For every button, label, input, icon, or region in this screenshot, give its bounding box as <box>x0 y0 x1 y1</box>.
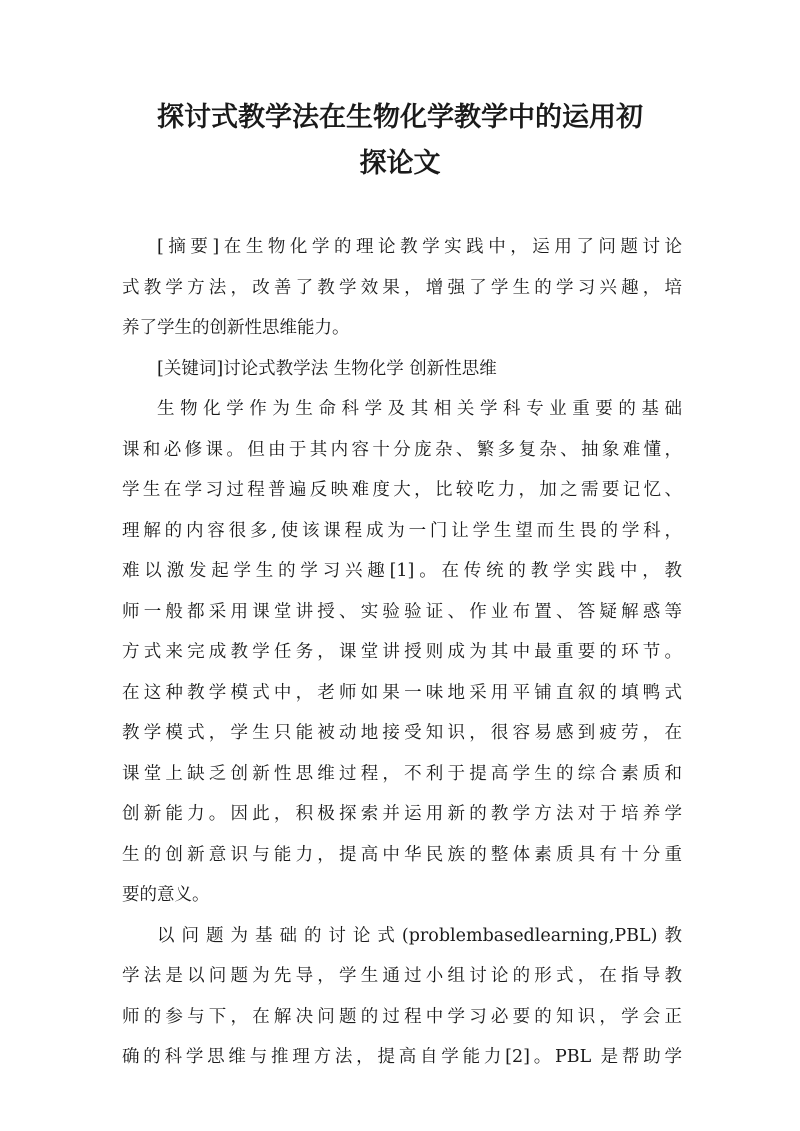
paragraph-1-line: 师一般都采用课堂讲授、实验验证、作业布置、答疑解惑等 <box>122 601 682 622</box>
keywords-line: [关键词]讨论式教学法 生物化学 创新性思维 <box>157 358 497 379</box>
paragraph-1-line: 要的意义。 <box>122 885 210 905</box>
paragraph-1-line: 教学模式，学生只能被动地接受知识，很容易感到疲劳，在 <box>122 723 682 743</box>
paragraph-1-line: 课堂上缺乏创新性思维过程，不利于提高学生的综合素质和 <box>122 763 682 784</box>
paragraph-1-line: 理解的内容很多,使该课程成为一门让学生望而生畏的学科， <box>122 520 682 541</box>
paragraph-2-line: 学法是以问题为先导，学生通过小组讨论的形式，在指导教 <box>122 966 682 986</box>
paragraph-1-line: 在这种教学模式中，老师如果一味地采用平铺直叙的填鸭式 <box>122 682 682 703</box>
paragraph-1-line: 创新能力。因此，积极探索并运用新的教学方法对于培养学 <box>122 804 682 824</box>
paragraph-1-line: 课和必修课。但由于其内容十分庞杂、繁多复杂、抽象难懂， <box>122 439 682 460</box>
document-body <box>122 227 682 1078</box>
paragraph-2-line: 以问题为基础的讨论式(problembasedlearning,PBL)教 <box>157 925 682 946</box>
document-title-line-1: 探讨式教学法在生物化学教学中的运用初 <box>157 102 643 133</box>
paragraph-2-line: 确的科学思维与推理方法，提高自学能力[2]。PBL 是帮助学 <box>122 1047 682 1067</box>
paragraph-1-line: 难以激发起学生的学习兴趣[1]。在传统的教学实践中，教 <box>122 561 682 581</box>
paragraph-1-line: 生物化学作为生命科学及其相关学科专业重要的基础 <box>157 399 682 419</box>
abstract-line: 式教学方法，改善了教学效果，增强了学生的学习兴趣，培 <box>122 277 682 298</box>
abstract-line: 养了学生的创新性思维能力。 <box>122 318 350 338</box>
paragraph-1-line: 生的创新意识与能力，提高中华民族的整体素质具有十分重 <box>122 844 682 865</box>
document-title-line-2: 探论文 <box>359 148 441 179</box>
abstract-line: [摘要]在生物化学的理论教学实践中，运用了问题讨论 <box>157 237 682 257</box>
paragraph-1-line: 学生在学习过程普遍反映难度大，比较吃力，加之需要记忆、 <box>122 480 682 500</box>
paragraph-2-line: 师的参与下，在解决问题的过程中学习必要的知识，学会正 <box>122 1006 682 1027</box>
paragraph-1-line: 方式来完成教学任务，课堂讲授则成为其中最重要的环节。 <box>122 642 682 662</box>
